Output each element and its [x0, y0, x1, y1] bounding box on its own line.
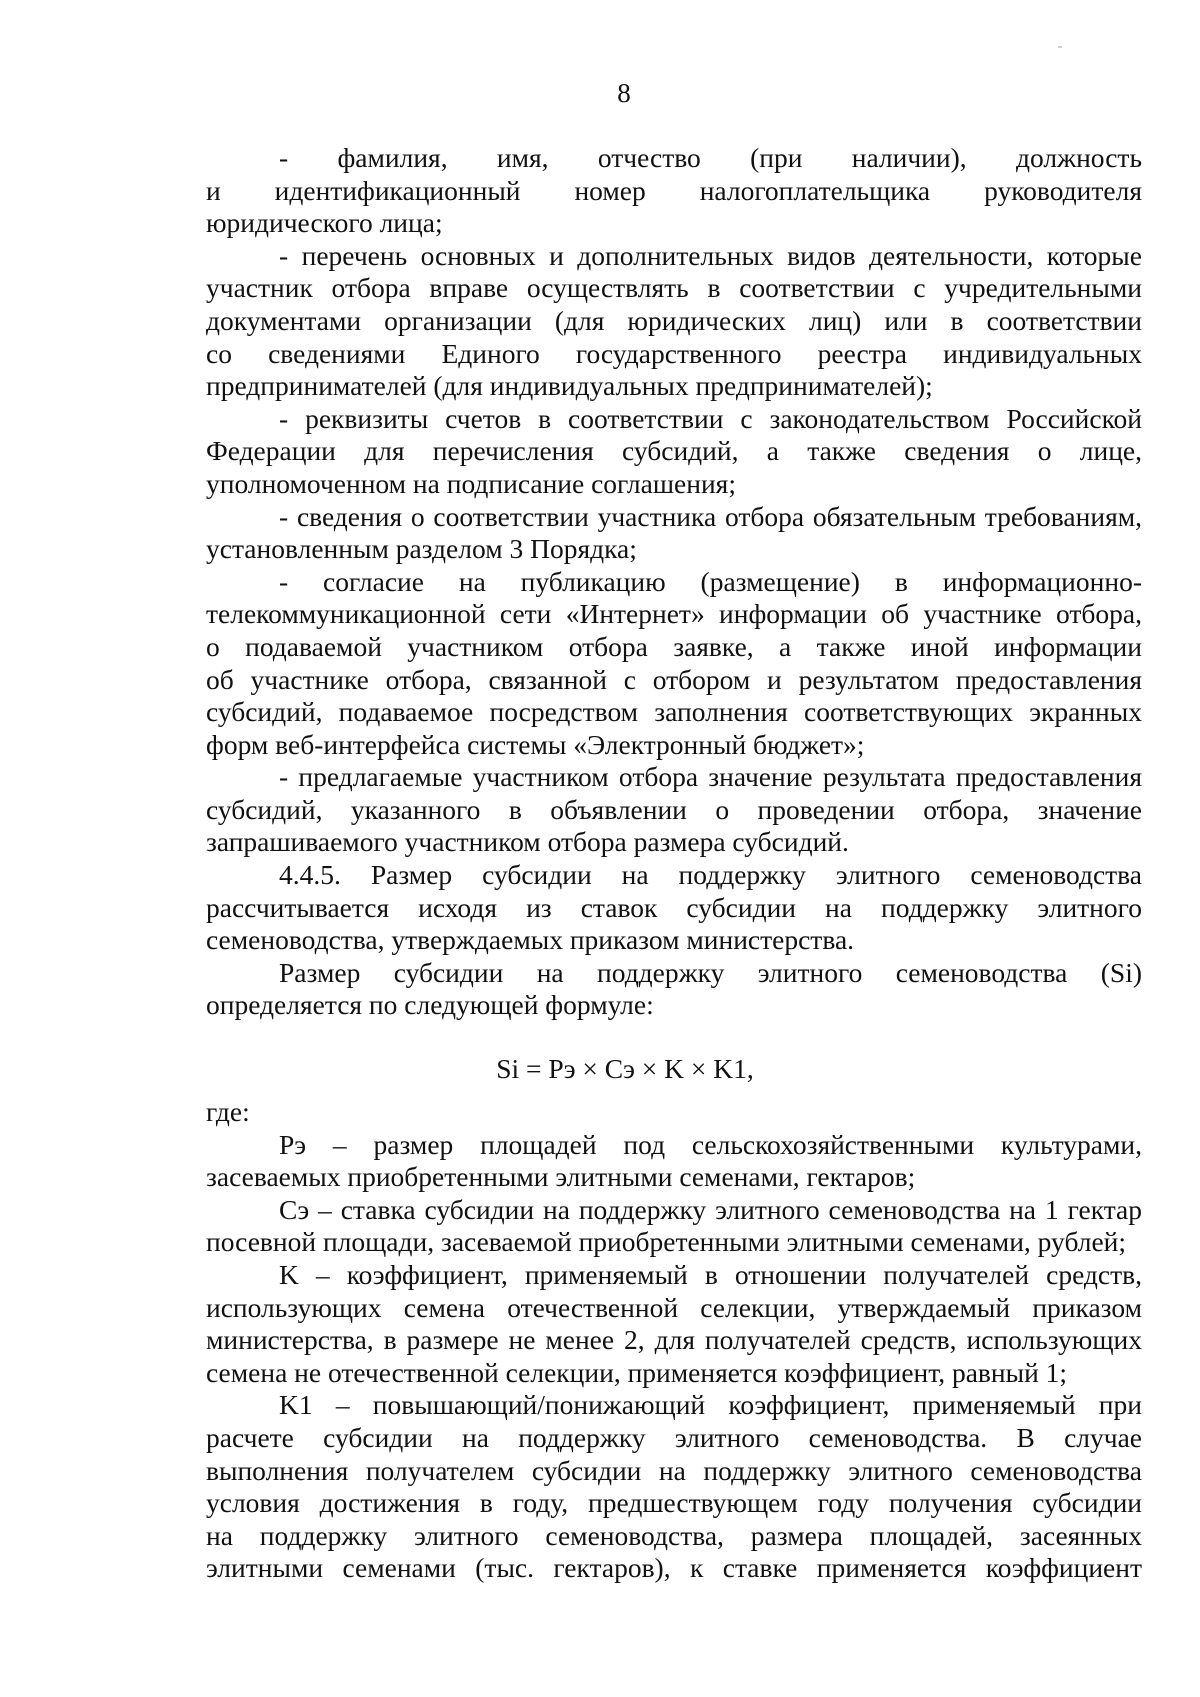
text-line: посевной площади, засеваемой приобретенными элитными семенами, рублей; [206, 1226, 1127, 1258]
text-line: о подаваемой участником отбора заявке, а также иной информации [206, 630, 1142, 662]
text-line: телекоммуникационной сети «Интернет» информации об участнике отбора, [206, 598, 1142, 630]
formula: Si = Pэ × Cэ × K × K1, [496, 1053, 754, 1084]
page-number: 8 [617, 78, 631, 108]
text-line: выполнения получателем субсидии на поддержку элитного семеноводства [206, 1454, 1142, 1486]
text-line: условия достижения в году, предшествующем году получения субсидии [206, 1487, 1142, 1519]
text-line: документами организации (для юридических лиц) или в соответствии [206, 304, 1142, 336]
text-line: Cэ – ставка субсидии на поддержку элитного семеноводства на 1 гектар [279, 1193, 1142, 1225]
text-line: предпринимателей (для индивидуальных предпринимателей); [206, 370, 933, 402]
text-line: со сведениями Единого государственного реестра индивидуальных [206, 337, 1142, 369]
text-line: - согласие на публикацию (размещение) в информационно- [279, 565, 1142, 597]
text-line: рассчитывается исходя из ставок субсидии на поддержку элитного [206, 891, 1142, 923]
text-line: юридического лица; [206, 207, 443, 239]
text-line: об участнике отбора, связанной с отбором и результатом предоставления [206, 663, 1142, 695]
text-line: - перечень основных и дополнительных видов деятельности, которые [279, 239, 1142, 271]
text-line: засеваемых приобретенными элитными семенами, гектаров; [206, 1161, 916, 1193]
text-line: где: [206, 1096, 250, 1127]
text-line: субсидий, указанного в объявлении о проведении отбора, значение [206, 793, 1142, 825]
text-line: Pэ – размер площадей под сельскохозяйственными культурами, [279, 1128, 1142, 1160]
text-line: - фамилия, имя, отчество (при наличии), должность [279, 142, 1142, 173]
text-line: - реквизиты счетов в соответствии с законодательством Российской [279, 402, 1142, 434]
text-line: - предлагаемые участником отбора значение результата предоставления [279, 761, 1142, 793]
text-line: элитными семенами (тыс. гектаров), к ставке применяется коэффициент [206, 1552, 1142, 1584]
text-line: K – коэффициент, применяемый в отношении получателей средств, [279, 1258, 1142, 1290]
text-line: Федерации для перечисления субсидий, а также сведения о лице, [206, 435, 1142, 467]
text-line: и идентификационный номер налогоплательщика руководителя [206, 174, 1142, 206]
text-line: использующих семена отечественной селекции, утверждаемый приказом [206, 1291, 1142, 1323]
body-text-top [206, 142, 1142, 1022]
text-line: K1 – повышающий/понижающий коэффициент, применяемый при [279, 1389, 1142, 1421]
text-line: Размер субсидии на поддержку элитного семеноводства (Si) [279, 956, 1142, 988]
text-line: семеноводства, утверждаемых приказом министерства. [206, 924, 855, 956]
text-line: участник отбора вправе осуществлять в соответствии с учредительными [206, 272, 1142, 304]
text-line: - сведения о соответствии участника отбора обязательным требованиям, [279, 500, 1142, 532]
text-line: расчете субсидии на поддержку элитного семеноводства. В случае [206, 1421, 1142, 1453]
body-text-bottom [206, 1096, 1142, 1585]
scan-speck [1058, 46, 1062, 48]
text-line: министерства, в размере не менее 2, для получателей средств, использующих [206, 1324, 1142, 1356]
text-line: 4.4.5. Размер субсидии на поддержку элитного семеноводства [279, 859, 1142, 891]
text-line: субсидий, подаваемое посредством заполнения соответствующих экранных [206, 696, 1142, 728]
text-line: семена не отечественной селекции, применяется коэффициент, равный 1; [206, 1356, 1068, 1388]
text-line: установленным разделом 3 Порядка; [206, 533, 637, 565]
text-line: на поддержку элитного семеноводства, размера площадей, засеянных [206, 1519, 1142, 1551]
text-line: запрашиваемого участником отбора размера субсидий. [206, 826, 849, 858]
text-line: определяется по следующей формуле: [206, 989, 654, 1021]
text-line: уполномоченном на подписание соглашения; [206, 467, 736, 499]
text-line: форм веб-интерфейса системы «Электронный бюджет»; [206, 728, 865, 760]
